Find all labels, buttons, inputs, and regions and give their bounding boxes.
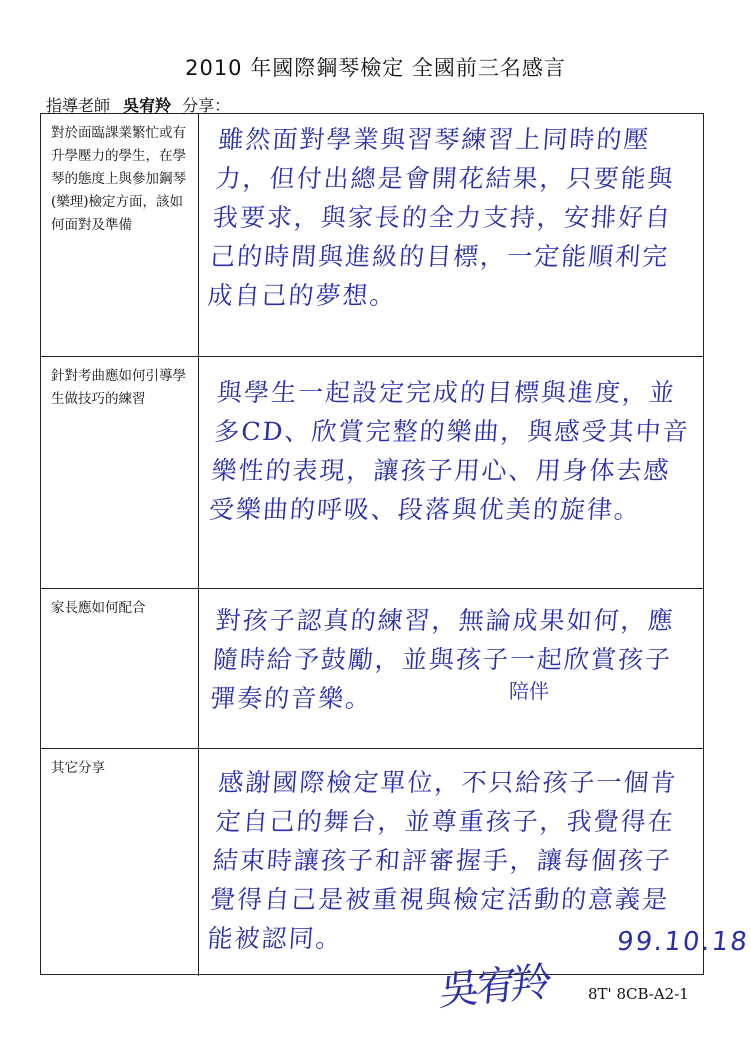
handwritten-date: 99.10.18 [615,927,751,957]
question-cell: 對於面臨課業繁忙或有升學壓力的學生，在學琴的態度上與參加鋼琴(樂理)檢定方面，該如何面對及準備 [41,114,199,356]
form-code: 8T' 8CB-A2-1 [588,985,689,1003]
handwritten-answer: 與學生一起設定完成的目標與進度，並多CD、欣賞完整的樂曲，與感受其中音樂性的表現，讓孩子用心、用身体去感受樂曲的呼吸、段落與优美的旋律。 [207,378,691,524]
answer-cell [199,357,703,588]
question-cell: 其它分享 [41,749,199,976]
table-row [41,589,703,749]
handwritten-answer: 雖然面對學業與習琴練習上同時的壓力，但付出總是會開花結果，只要能與我要求，與家長的全力支持，安排好自己的時間與進級的目標，一定能順利完成自己的夢想。 [206,125,676,310]
page-title: 2010 年國際鋼琴檢定 全國前三名感言 [185,56,566,80]
question-cell: 針對考曲應如何引導學生做技巧的練習 [41,357,199,588]
question-cell: 家長應如何配合 [41,589,199,748]
table-row [41,114,703,357]
table-row [41,357,703,589]
handwritten-signature: 吳宥羚 [437,959,550,1016]
answer-cell [199,114,703,356]
handwritten-answer: 對孩子認真的練習，無論成果如何，應隨時給予鼓勵，並與孩子一起欣賞孩子彈奏的音樂。 [209,606,676,713]
teacher-suffix: 分享： [182,96,231,115]
answer-cell [199,749,751,976]
handwritten-answer: 感謝國際檢定單位，不只給孩子一個肯定自己的舞台，並尊重孩子，我覺得在結束時讓孩子和評審握手，讓每個孩子覺得自己是被重視與檢定活動的意義是能被認同。 [206,768,679,953]
teacher-label: 指導老師 [46,96,111,115]
answer-cell [199,589,703,748]
questionnaire-table [40,113,751,975]
teacher-name: 吳宥羚 [123,96,172,115]
inserted-word: 陪伴 [509,679,549,703]
table-row [41,749,751,976]
